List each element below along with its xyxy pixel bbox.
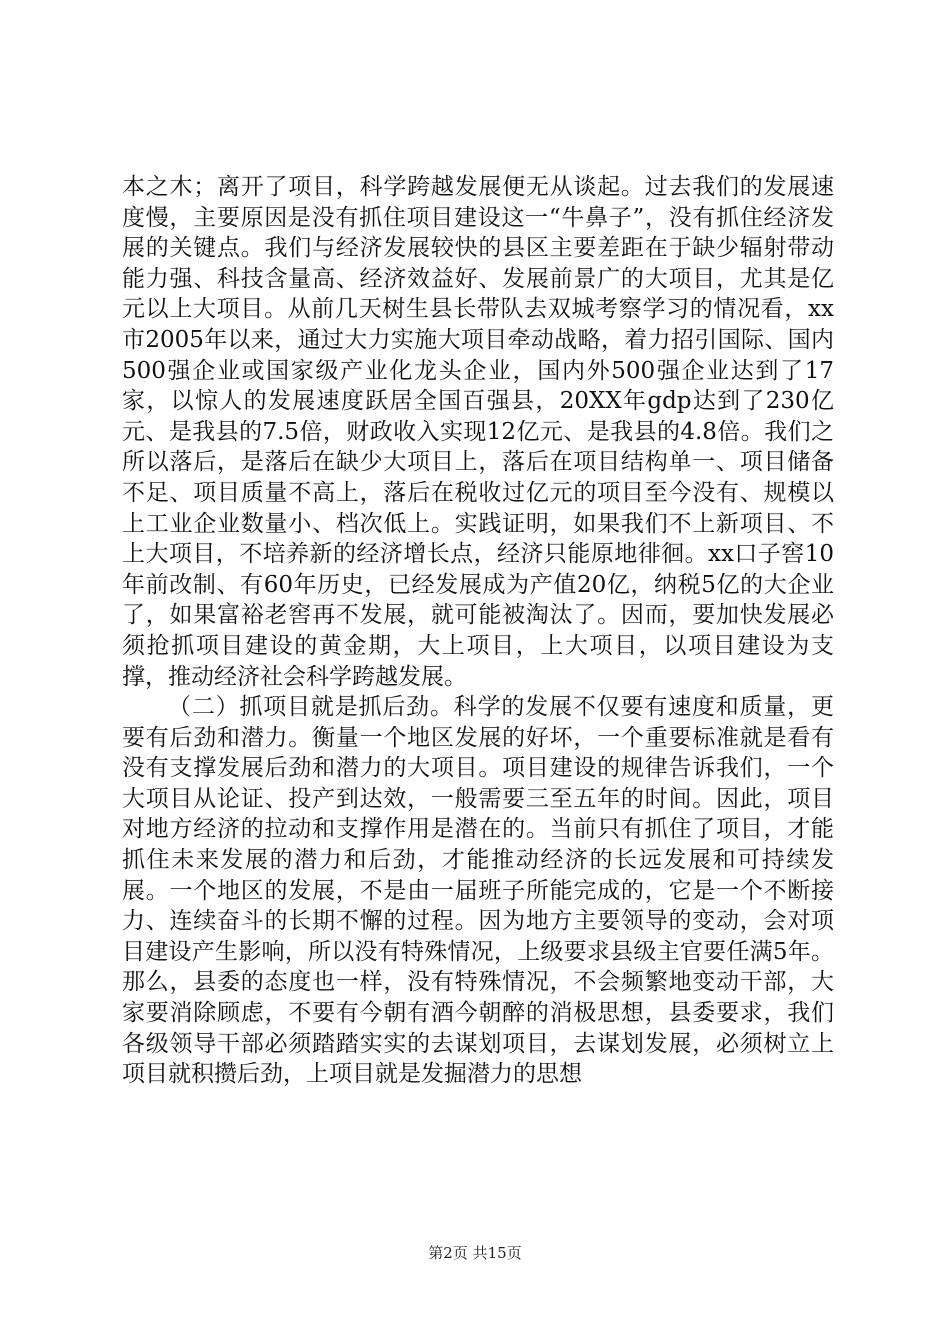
paragraph-2: （二）抓项目就是抓后劲。科学的发展不仅要有速度和质量，更要有后劲和潜力。衡量一个地区发展的好坏，一个重要标准就是看有没有支撑发展后劲和潜力的大项目。项目建设的规律告诉我们，一个大项目从论证、投产到达效，一般需要三至五年的时间。因此，项目对地方经济的拉动和支撑作用是潜在的。当前只有抓住了项目，才能抓住未来发展的潜力和后劲，才能推动经济的长远发展和可持续发展。一个地区的发展，不是由一届班子所能完成的，它是一个不断接力、连续奋斗的长期不懈的过程。因为地方主要领导的变动，会对项目建设产生影响，所以没有特殊情况，上级要求县级主官要任满5年。那么，县委的态度也一样，没有特殊情况，不会频繁地变动干部，大家要消除顾虑，不要有今朝有酒今朝醉的消极思想，县委要求，我们各级领导干部必须踏踏实实的去谋划项目，去谋划发展，必须树立上项目就积攒后劲，上项目就是发掘潜力的思想 <box>122 694 834 1088</box>
paragraph-1: 本之木；离开了项目，科学跨越发展便无从谈起。过去我们的发展速度慢，主要原因是没有抓住项目建设这一“牛鼻子”，没有抓住经济发展的关键点。我们与经济发展较快的县区主要差距在于缺少辐射带动能力强、科技含量高、经济效益好、发展前景广的大项目，尤其是亿元以上大项目。从前几天树生县长带队去双城考察学习的情况看，xx市2005年以来，通过大力实施大项目牵动战略，着力招引国际、国内500强企业或国家级产业化龙头企业，国内外500强企业达到了17家，以惊人的发展速度跃居全国百强县，20XX年gdp达到了230亿元、是我县的7.5倍，财政收入实现12亿元、是我县的4.8倍。我们之所以落后，是落后在缺少大项目上，落后在项目结构单一、项目储备不足、项目质量不高上，落后在税收过亿元的项目至今没有、规模以上工业企业数量小、档次低上。实践证明，如果我们不上新项目、不上大项目，不培养新的经济增长点，经济只能原地徘徊。xx口子窖10年前改制、有60年历史，已经发展成为产值20亿，纳税5亿的大企业了，如果富裕老窖再不发展，就可能被淘汰了。因而，要加快发展必须抢抓项目建设的黄金期，大上项目，上大项目，以项目建设为支撑，推动经济社会科学跨越发展。 <box>122 174 834 690</box>
document-body <box>122 172 834 1090</box>
page-footer: 第2页 共15页 <box>428 1244 522 1262</box>
